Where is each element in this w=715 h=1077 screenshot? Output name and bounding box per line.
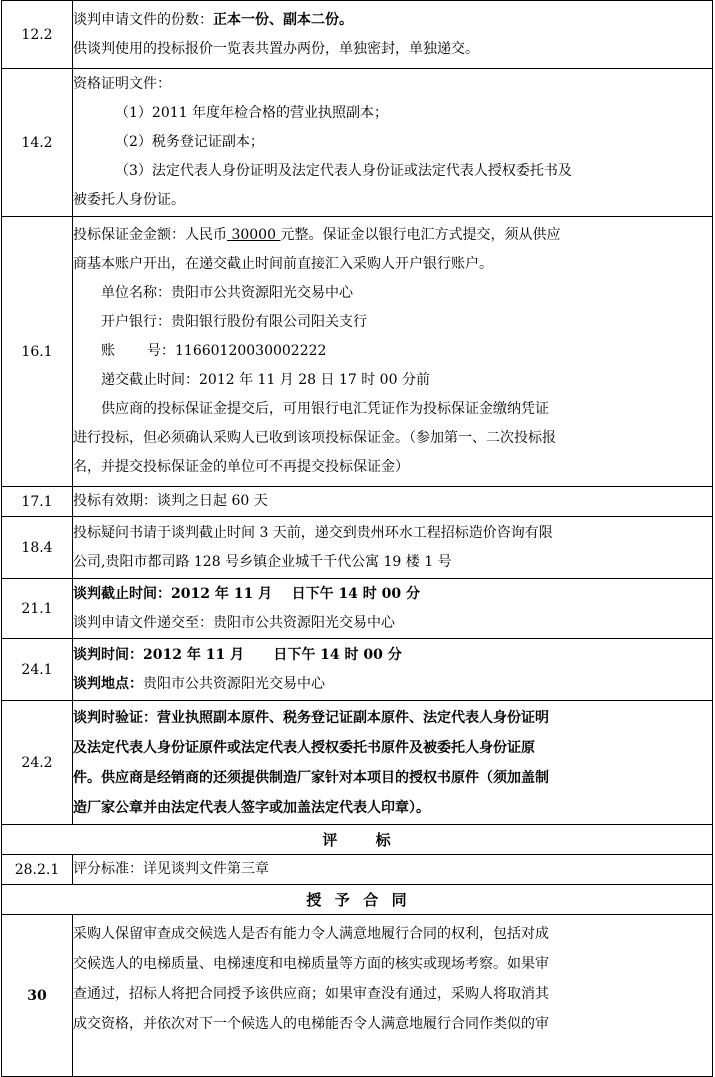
clause-content <box>73 701 713 825</box>
deposit-suffix: 元整。保证金以银行电汇方式提交，须从供应 <box>280 227 561 243</box>
negotiation-deadline: 谈判截止时间：2012 年 11 月 日下午 14 时 00 分 <box>73 585 421 602</box>
list-item: （3）法定代表人身份证明及法定代表人身份证或法定代表人授权委托书及 <box>115 163 572 179</box>
deposit-deadline: 递交截止时间：2012 年 11 月 28 日 17 时 00 分前 <box>101 372 430 388</box>
clause-number: 21.1 <box>2 579 73 639</box>
inquiry-address: 公司,贵阳市都司路 128 号乡镇企业城千千代公寓 19 楼 1 号 <box>73 553 452 570</box>
qualification-heading: 资格证明文件： <box>73 76 171 92</box>
table-row <box>2 639 713 701</box>
inquiry-text: 投标疑问书请于谈判截止时间 3 天前，递交到贵州环水工程招标造价咨询有限 <box>73 524 553 541</box>
award-text: 交候选人的电梯质量、电梯速度和电梯质量等方面的核实或现场考察。如果审 <box>73 956 549 972</box>
account-number: 账 号：11660120030002222 <box>101 343 327 359</box>
table-row <box>2 517 713 579</box>
clause-number: 28.2.1 <box>2 855 73 885</box>
verification-text: 造厂家公章并由法定代表人签字或加盖法定代表人印章）。 <box>73 799 430 816</box>
clause-content <box>73 579 713 639</box>
list-item: （2）税务登记证副本； <box>115 134 264 150</box>
negotiation-time: 谈判时间：2012 年 11 月 日下午 14 时 00 分 <box>73 646 402 663</box>
verification-text: 及法定代表人身份证原件或法定代表人授权委托书原件及被委托人身份证原 <box>73 739 535 756</box>
clause-number: 24.2 <box>2 701 73 825</box>
clause-content <box>73 915 713 1077</box>
deposit-note: 商基本账户开出，在递交截止时间前直接汇入采购人开户银行账户。 <box>73 256 493 272</box>
clause-number: 14.2 <box>2 69 73 217</box>
list-item-continued: 被委托人身份证。 <box>73 192 185 208</box>
table-row <box>2 885 713 915</box>
table-row <box>2 701 713 825</box>
validity-period: 投标有效期：谈判之日起 60 天 <box>73 487 713 517</box>
clause-content <box>73 639 713 701</box>
clause-content <box>73 1 713 69</box>
clause-content <box>73 217 713 487</box>
table-row <box>2 915 713 1077</box>
unit-name: 单位名称：贵阳市公共资源阳光交易中心 <box>101 285 353 301</box>
clause-content <box>73 517 713 579</box>
table-row <box>2 69 713 217</box>
deposit-label: 投标保证金金额：人民币 <box>73 227 227 243</box>
table-row <box>2 487 713 517</box>
award-text: 成交资格，并依次对下一个候选人的电梯能否令人满意地履行合同作类似的审 <box>73 1016 549 1032</box>
table-row <box>2 579 713 639</box>
clause-content <box>73 69 713 217</box>
verification-text: 件。供应商是经销商的还须提供制造厂家针对本项目的授权书原件（须加盖制 <box>73 769 549 786</box>
deposit-paragraph: 供应商的投标保证金提交后，可用银行电汇凭证作为投标保证金缴纳凭证 <box>101 401 549 417</box>
copies-value: 正本一份、副本二份。 <box>213 11 353 28</box>
table-row <box>2 1 713 69</box>
table-row <box>2 217 713 487</box>
section-heading-award: 授 予 合 同 <box>2 885 713 915</box>
clause-number: 12.2 <box>2 1 73 69</box>
section-heading-evaluation: 评 标 <box>2 825 713 855</box>
scoring-standard: 评分标准：详见谈判文件第三章 <box>73 855 713 885</box>
deposit-amount: 30000 <box>231 227 276 243</box>
verification-text: 谈判时验证：营业执照副本原件、税务登记证副本原件、法定代表人身份证明 <box>73 709 549 726</box>
submission-place: 谈判申请文件递交至：贵阳市公共资源阳光交易中心 <box>73 614 395 631</box>
copies-label: 谈判申请文件的份数： <box>73 11 213 28</box>
clause-number: 24.1 <box>2 639 73 701</box>
table-row <box>2 855 713 885</box>
bid-data-table <box>1 0 713 1077</box>
deposit-paragraph: 名，并提交投标保证金的单位可不再提交投标保证金） <box>73 459 409 475</box>
clause-number: 17.1 <box>2 487 73 517</box>
negotiation-place: 谈判地点：贵阳市公共资源阳光交易中心 <box>73 675 325 692</box>
table-row <box>2 825 713 855</box>
list-item: （1）2011 年度年检合格的营业执照副本； <box>115 105 388 121</box>
quote-sheet-note: 供谈判使用的投标报价一览表共置办两份，单独密封，单独递交。 <box>73 40 479 57</box>
deposit-paragraph: 进行投标，但必须确认采购人已收到该项投标保证金。（参加第一、二次投标报 <box>73 430 556 446</box>
clause-number: 30 <box>2 915 73 1077</box>
award-text: 查通过，招标人将把合同授予该供应商；如果审查没有通过，采购人将取消其 <box>73 986 549 1002</box>
clause-number: 16.1 <box>2 217 73 487</box>
clause-number: 18.4 <box>2 517 73 579</box>
bank-name: 开户银行：贵阳银行股份有限公司阳关支行 <box>101 314 367 330</box>
award-text: 采购人保留审查成交候选人是否有能力令人满意地履行合同的权利，包括对成 <box>73 926 549 942</box>
